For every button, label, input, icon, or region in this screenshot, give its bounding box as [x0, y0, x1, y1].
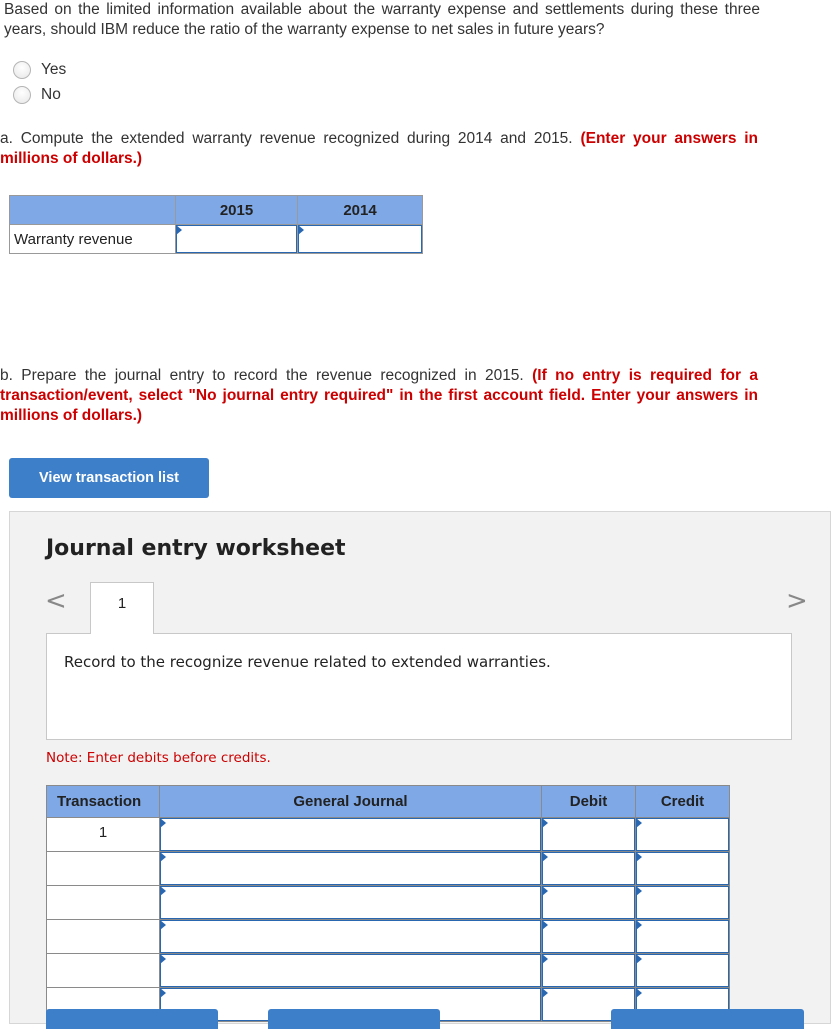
header-debit: Debit [542, 786, 636, 818]
dropdown-marker-icon [636, 886, 642, 896]
dropdown-marker-icon [636, 920, 642, 930]
entry-description: Record to the recognize revenue related to extended warranties. [46, 633, 792, 740]
part-a-prefix: a. Compute the extended warranty revenue recognized during 2014 and 2015. [0, 130, 573, 147]
dropdown-marker-icon [176, 225, 182, 235]
worksheet-title: Journal entry worksheet [46, 536, 346, 561]
credit-input[interactable] [636, 852, 730, 886]
table-row [47, 818, 730, 852]
credit-input[interactable] [636, 954, 730, 988]
chevron-left-icon[interactable]: < [45, 586, 67, 616]
column-header-2014: 2014 [298, 196, 423, 225]
table-row [47, 920, 730, 954]
blank-header [10, 196, 176, 225]
dropdown-marker-icon [160, 818, 166, 828]
part-b-prompt [0, 366, 758, 426]
dropdown-marker-icon [636, 988, 642, 998]
dropdown-marker-icon [542, 954, 548, 964]
debit-input[interactable] [542, 920, 636, 954]
dropdown-marker-icon [542, 988, 548, 998]
debit-input[interactable] [542, 818, 636, 852]
general-journal-input[interactable] [160, 954, 542, 988]
dropdown-marker-icon [160, 920, 166, 930]
row-label-warranty-revenue: Warranty revenue [10, 225, 176, 254]
debit-input[interactable] [542, 886, 636, 920]
option-no[interactable] [13, 86, 61, 104]
credit-input[interactable] [636, 886, 730, 920]
header-transaction: Transaction [47, 786, 160, 818]
dropdown-marker-icon [636, 852, 642, 862]
part-a-prompt [0, 129, 758, 169]
option-yes-label: Yes [41, 61, 67, 78]
dropdown-marker-icon [160, 886, 166, 896]
radio-button-icon[interactable] [13, 61, 31, 79]
record-entry-button[interactable] [46, 1009, 218, 1029]
radio-button-icon[interactable] [13, 86, 31, 104]
dropdown-marker-icon [542, 886, 548, 896]
option-yes[interactable] [13, 61, 66, 79]
dropdown-marker-icon [160, 954, 166, 964]
transaction-number [47, 920, 160, 954]
journal-table [46, 785, 730, 1022]
transaction-number [47, 886, 160, 920]
part-a-instruction: (Enter your answers in millions of dollars.) [0, 130, 759, 167]
dropdown-marker-icon [160, 988, 166, 998]
debit-input[interactable] [542, 852, 636, 886]
general-journal-input[interactable] [160, 818, 542, 852]
dropdown-marker-icon [298, 225, 304, 235]
view-transaction-list-button[interactable]: View transaction list [9, 458, 209, 498]
credit-input[interactable] [636, 818, 730, 852]
header-general-journal: General Journal [160, 786, 542, 818]
general-journal-input[interactable] [160, 886, 542, 920]
option-no-label: No [41, 86, 61, 103]
part-b-prefix: b. Prepare the journal entry to record the revenue recognized in 2015. [0, 367, 524, 384]
view-general-journal-button[interactable] [611, 1009, 804, 1029]
table-row [47, 886, 730, 920]
tab-entry-1[interactable]: 1 [90, 582, 154, 634]
entry-note: Note: Enter debits before credits. [46, 750, 271, 766]
general-journal-input[interactable] [160, 852, 542, 886]
clear-entry-button[interactable] [268, 1009, 440, 1029]
dropdown-marker-icon [542, 852, 548, 862]
dropdown-marker-icon [542, 920, 548, 930]
table-row [47, 852, 730, 886]
dropdown-marker-icon [160, 852, 166, 862]
dropdown-marker-icon [636, 818, 642, 828]
dropdown-marker-icon [636, 954, 642, 964]
warranty-revenue-2014-input[interactable] [298, 225, 423, 254]
question-text: Based on the limited information available about the warranty expense and settlements during these three years, should IBM reduce the ratio of the warranty expense to net sales in future years? [4, 1, 760, 38]
general-journal-input[interactable] [160, 920, 542, 954]
transaction-number: 1 [47, 818, 160, 852]
table-row [47, 954, 730, 988]
warranty-revenue-2015-input[interactable] [176, 225, 298, 254]
debit-input[interactable] [542, 954, 636, 988]
journal-entry-worksheet [9, 511, 831, 1024]
credit-input[interactable] [636, 920, 730, 954]
warranty-revenue-table [9, 195, 423, 254]
chevron-right-icon[interactable]: > [786, 586, 808, 616]
part-b-instruction: (If no entry is required for a transaction/event, select "No journal entry required" in the first account field. Enter your answers in millions of dollars.) [0, 367, 759, 424]
column-header-2015: 2015 [176, 196, 298, 225]
transaction-number [47, 852, 160, 886]
transaction-number [47, 954, 160, 988]
dropdown-marker-icon [542, 818, 548, 828]
header-credit: Credit [636, 786, 730, 818]
